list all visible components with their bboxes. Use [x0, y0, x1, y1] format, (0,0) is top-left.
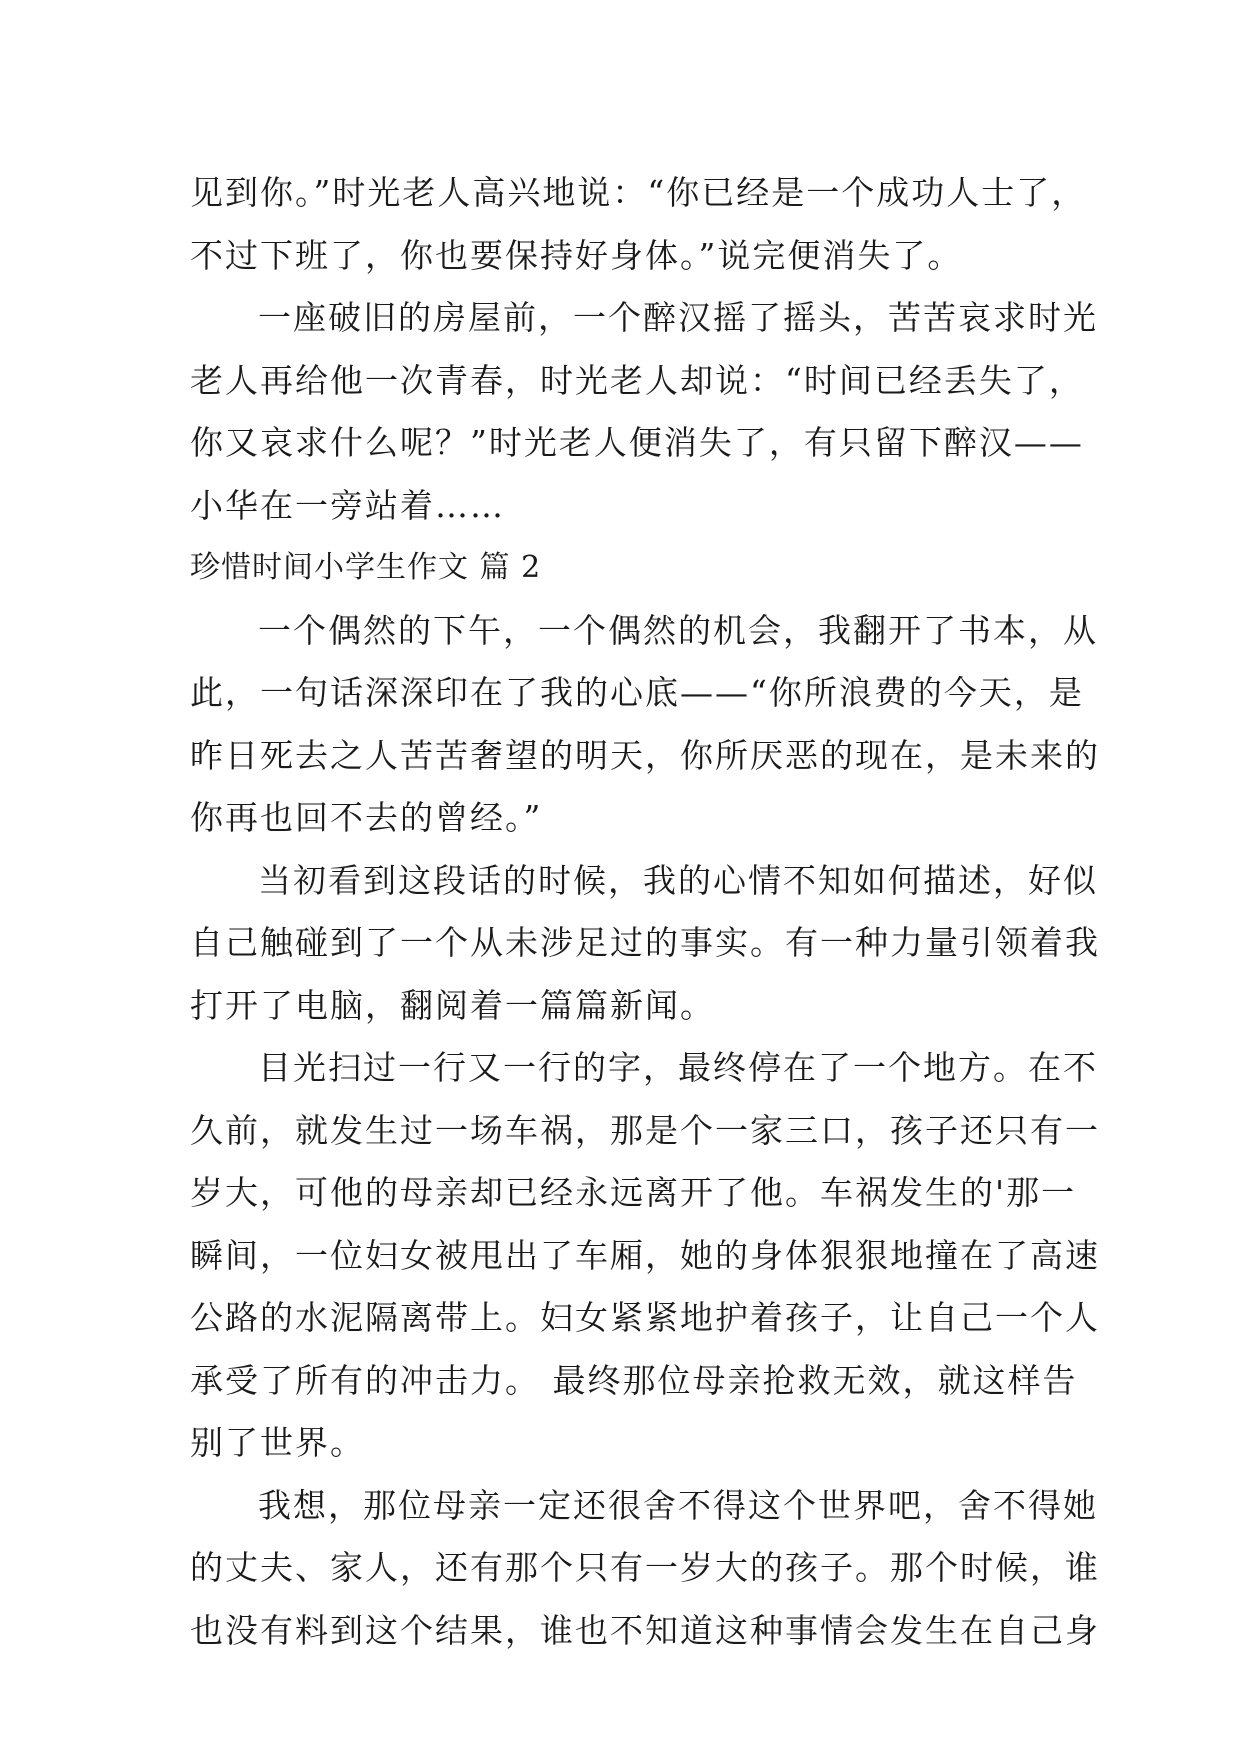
text-line: 岁大，可他的母亲却已经永远离开了他。车祸发生的'那一 — [190, 1173, 1077, 1212]
text-line: 昨日死去之人苦苦奢望的明天，你所厌恶的现在，是未来的 — [190, 735, 1100, 775]
text-line: 自己触碰到了一个从未涉足过的事实。有一种力量引领着我 — [190, 923, 1100, 962]
document-body — [190, 162, 1100, 1662]
paragraph — [190, 1037, 1100, 1475]
text-line: 的丈夫、家人，还有那个只有一岁大的孩子。那个时候，谁 — [190, 1548, 1100, 1587]
text-line: 久前，就发生过一场车祸，那是个一家三口，孩子还只有一 — [190, 1110, 1100, 1150]
paragraph — [190, 600, 1100, 850]
text-line: 公路的水泥隔离带上。妇女紧紧地护着孩子，让自己一个人 — [190, 1298, 1100, 1337]
paragraph — [190, 287, 1098, 537]
text-line: 打开了电脑，翻阅着一篇篇新闻。 — [190, 985, 715, 1025]
paragraph — [190, 850, 1100, 1038]
paragraph — [190, 1475, 1100, 1663]
text-line: 我想，那位母亲一定还很舍不得这个世界吧，舍不得她 — [258, 1485, 1098, 1525]
section-heading — [190, 537, 1060, 600]
text-line: 也没有料到这个结果，谁也不知道这种事情会发生在自己身 — [190, 1610, 1100, 1650]
text-line: 一个偶然的下午，一个偶然的机会，我翻开了书本，从 — [258, 610, 1098, 650]
text-line: 当初看到这段话的时候，我的心情不知如何描述，好似 — [258, 860, 1098, 900]
text-line: 你再也回不去的曾经。” — [190, 798, 543, 837]
text-line: 此，一句话深深印在了我的心底——“你所浪费的今天，是 — [190, 673, 1084, 712]
text-line: 老人再给他一次青春，时光老人却说：“时间已经丢失了， — [190, 360, 1084, 400]
heading-text: 珍惜时间小学生作文 篇 2 — [190, 550, 542, 585]
text-line: 不过下班了，你也要保持好身体。”说完便消失了。 — [190, 235, 963, 275]
text-line: 承受了所有的冲击力。 最终那位母亲抢救无效，就这样告 — [190, 1360, 1078, 1400]
paragraph — [190, 162, 1087, 287]
text-line: 见到你。”时光老人高兴地说：“你已经是一个成功人士了， — [190, 173, 1087, 212]
text-line: 瞬间，一位妇女被甩出了车厢，她的身体狠狠地撞在了高速 — [190, 1235, 1100, 1275]
text-line: 你又哀求什么呢？”时光老人便消失了，有只留下醉汉—— — [190, 423, 1084, 462]
text-line: 小华在一旁站着…… — [190, 485, 505, 525]
text-line: 目光扫过一行又一行的字，最终停在了一个地方。在不 — [258, 1048, 1098, 1087]
text-line: 一座破旧的房屋前，一个醉汉摇了摇头，苦苦哀求时光 — [258, 298, 1098, 337]
text-line: 别了世界。 — [190, 1423, 365, 1462]
